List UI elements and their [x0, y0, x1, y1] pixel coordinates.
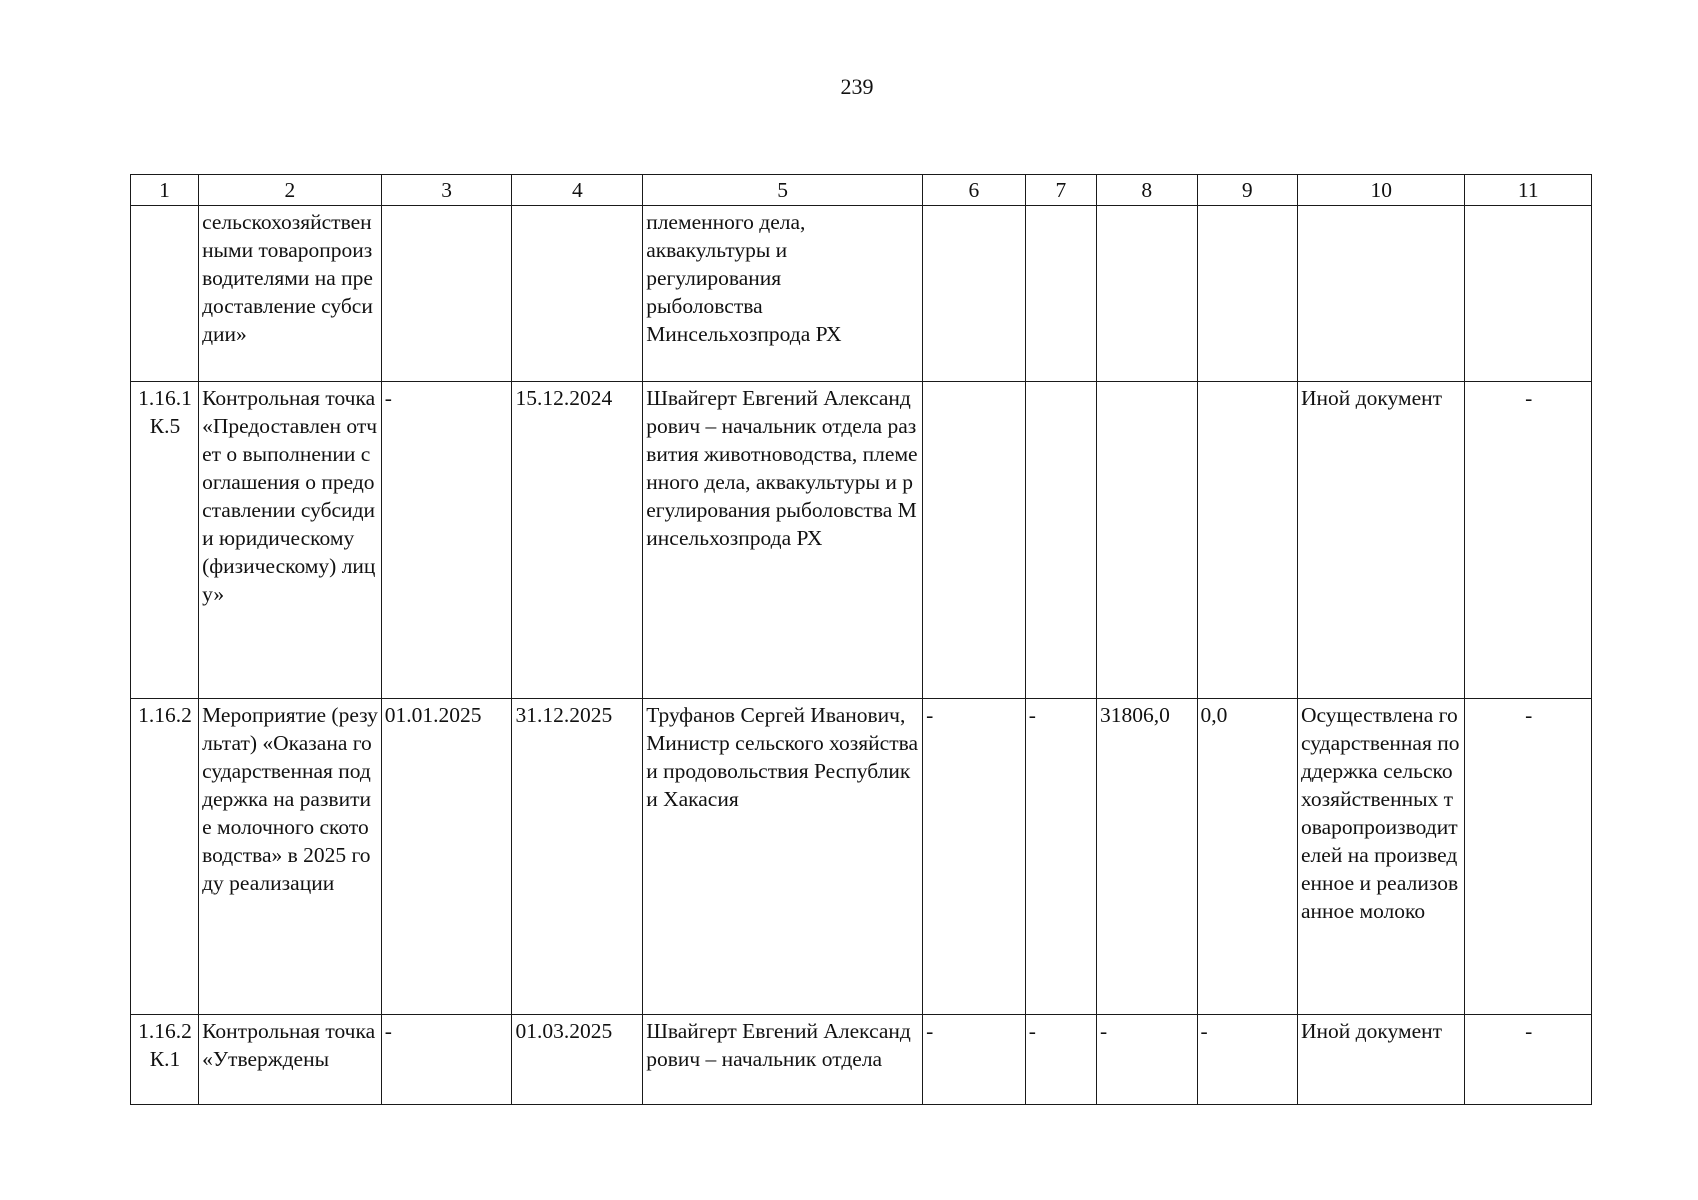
- item-title-cell: Контрольная точка «Предоставлен отчет о выполнении соглашения о предоставлении субсидии юридическому (физическому) лицу»: [199, 382, 382, 699]
- column-7-cell: -: [1025, 699, 1096, 1015]
- result-cell: [1298, 206, 1465, 382]
- column-header: 8: [1097, 175, 1197, 206]
- column-header: 10: [1298, 175, 1465, 206]
- column-11-cell: -: [1465, 1015, 1592, 1105]
- column-8-cell: 31806,0: [1097, 699, 1197, 1015]
- result-cell: Осуществлена государственная поддержка сельскохозяйственных товаропроизводителей на произведенное и реализованное молоко: [1298, 699, 1465, 1015]
- responsible-cell: Швайгерт Евгений Александрович – начальник отдела: [643, 1015, 923, 1105]
- column-9-cell: 0,0: [1197, 699, 1297, 1015]
- column-header: 7: [1025, 175, 1096, 206]
- page-number: 239: [840, 74, 874, 99]
- column-9-cell: -: [1197, 1015, 1297, 1105]
- column-6-cell: [923, 382, 1026, 699]
- table-row: [131, 382, 1592, 699]
- item-number-cell: 1.16.2: [131, 699, 199, 1015]
- responsible-cell: племенного дела, аквакультуры и регулирования рыболовства Минсельхозпрода РХ: [643, 206, 923, 382]
- item-title-cell: Контрольная точка «Утверждены: [199, 1015, 382, 1105]
- column-8-cell: -: [1097, 1015, 1197, 1105]
- column-11-cell: -: [1465, 382, 1592, 699]
- column-7-cell: [1025, 382, 1096, 699]
- result-cell: Иной документ: [1298, 382, 1465, 699]
- item-number-cell: [131, 206, 199, 382]
- column-header: 6: [923, 175, 1026, 206]
- table-header-row: [131, 175, 1592, 206]
- responsible-cell: Швайгерт Евгений Александрович – начальник отдела развития животноводства, племенного дела, аквакультуры и регулирования рыболовства Минсельхозпрода РХ: [643, 382, 923, 699]
- column-header: 4: [512, 175, 643, 206]
- result-cell: Иной документ: [1298, 1015, 1465, 1105]
- column-header: 11: [1465, 175, 1592, 206]
- item-title-cell: Мероприятие (результат) «Оказана государственная поддержка на развитие молочного скотоводства» в 2025 году реализации: [199, 699, 382, 1015]
- column-8-cell: [1097, 382, 1197, 699]
- column-6-cell: -: [923, 699, 1026, 1015]
- start-date-cell: [381, 206, 512, 382]
- start-date-cell: 01.01.2025: [381, 699, 512, 1015]
- schedule-table: [130, 174, 1592, 1105]
- column-8-cell: [1097, 206, 1197, 382]
- item-number-cell: 1.16.1 К.5: [131, 382, 199, 699]
- column-header: 5: [643, 175, 923, 206]
- responsible-cell: Труфанов Сергей Иванович, Министр сельского хозяйства и продовольствия Республики Хакасия: [643, 699, 923, 1015]
- item-title-cell: сельскохозяйственными товаропроизводителями на предоставление субсидии»: [199, 206, 382, 382]
- end-date-cell: 01.03.2025: [512, 1015, 643, 1105]
- column-7-cell: -: [1025, 1015, 1096, 1105]
- column-9-cell: [1197, 382, 1297, 699]
- column-7-cell: [1025, 206, 1096, 382]
- item-number-cell: 1.16.2 К.1: [131, 1015, 199, 1105]
- end-date-cell: 31.12.2025: [512, 699, 643, 1015]
- column-11-cell: -: [1465, 699, 1592, 1015]
- column-6-cell: -: [923, 1015, 1026, 1105]
- column-9-cell: [1197, 206, 1297, 382]
- column-header: 9: [1197, 175, 1297, 206]
- column-6-cell: [923, 206, 1026, 382]
- start-date-cell: -: [381, 1015, 512, 1105]
- end-date-cell: 15.12.2024: [512, 382, 643, 699]
- end-date-cell: [512, 206, 643, 382]
- table-row: [131, 1015, 1592, 1105]
- column-header: 2: [199, 175, 382, 206]
- column-header: 3: [381, 175, 512, 206]
- table-row: [131, 206, 1592, 382]
- column-header: 1: [131, 175, 199, 206]
- column-11-cell: [1465, 206, 1592, 382]
- table-row: [131, 699, 1592, 1015]
- start-date-cell: -: [381, 382, 512, 699]
